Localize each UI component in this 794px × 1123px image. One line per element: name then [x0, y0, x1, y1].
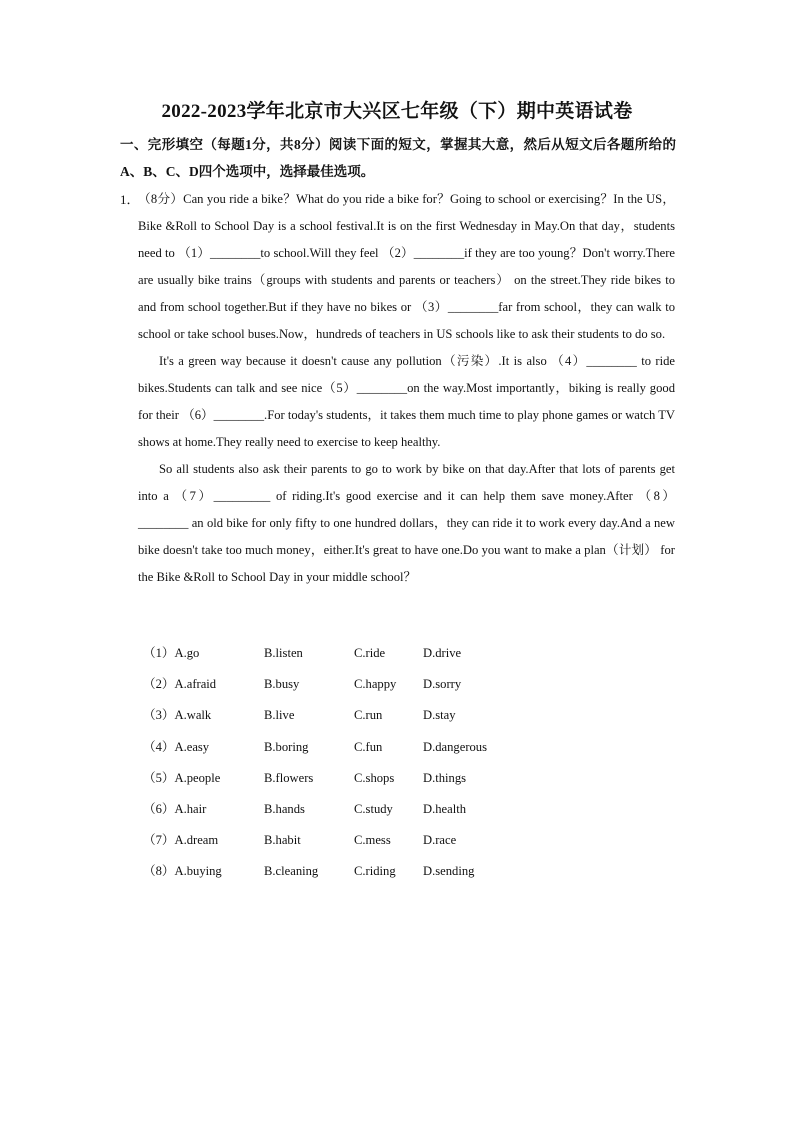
- option-a: （2）A.afraid: [143, 677, 217, 692]
- option-c: C.study: [354, 801, 393, 816]
- option-row-5: [143, 765, 523, 796]
- option-d: D.drive: [423, 646, 462, 660]
- option-row-3: [143, 702, 523, 733]
- option-d: D.sorry: [423, 677, 462, 692]
- option-a: （6）A.hair: [143, 801, 207, 816]
- option-c: C.mess: [354, 833, 391, 848]
- option-a: （8）A.buying: [143, 864, 222, 879]
- answer-options: [143, 640, 523, 890]
- option-a: （5）A.people: [143, 770, 221, 785]
- option-b: B.flowers: [264, 770, 314, 785]
- option-b: B.cleaning: [264, 864, 319, 879]
- option-c: C.fun: [354, 739, 383, 754]
- option-a: （4）A.easy: [143, 739, 210, 754]
- option-c: C.happy: [354, 677, 397, 692]
- option-b: B.habit: [264, 833, 301, 848]
- passage-paragraph-3: So all students also ask their parents to go to work by bike on that day.After that lots of parents get into a （7）_________ of riding.It's good exercise and it can help them save money.After （8）________ an old bike for only fifty to one hundred dollars，they can ride it to work every day.And a new bike doesn't take too much money，either.It's great to have one.Do you want to make a plan（计划） for the Bike &Roll to School Day in your middle school？: [138, 462, 675, 584]
- option-c: C.riding: [354, 864, 396, 879]
- option-row-8: [143, 858, 523, 889]
- reading-passage: [138, 186, 675, 591]
- option-d: D.dangerous: [423, 739, 488, 754]
- question-number: 1．: [120, 192, 140, 207]
- option-c: C.shops: [354, 770, 395, 785]
- option-row-4: [143, 734, 523, 765]
- option-row-2: [143, 671, 523, 702]
- option-d: D.stay: [423, 708, 456, 723]
- passage-paragraph-2: It's a green way because it doesn't cause any pollution（污染）.It is also （4）________ to ride bikes.Students can talk and see nice（5）________on the way.Most importantly，biking is really good for their （6）________.For today's students，it takes them much time to play phone games or watch TV shows at home.They really need to exercise to keep healthy.: [138, 354, 675, 449]
- option-d: D.sending: [423, 864, 475, 879]
- option-row-6: [143, 796, 523, 827]
- option-b: B.live: [264, 708, 295, 723]
- section-heading: 一、完形填空（每题1分，共8分）阅读下面的短文，掌握其大意，然后从短文后各题所给的A、B、C、D四个选项中，选择最佳选项。: [120, 137, 676, 179]
- option-b: B.hands: [264, 801, 305, 816]
- option-row-7: [143, 827, 523, 858]
- option-a: （7）A.dream: [143, 833, 219, 848]
- option-row-1: [143, 640, 523, 671]
- option-b: B.busy: [264, 677, 300, 692]
- option-c: C.ride: [354, 646, 386, 660]
- option-d: D.race: [423, 833, 457, 848]
- option-d: D.health: [423, 801, 467, 816]
- option-a: （1）A.go: [143, 646, 200, 660]
- option-c: C.run: [354, 708, 383, 723]
- passage-paragraph-1: （8分）Can you ride a bike？What do you ride a bike for？Going to school or exercising？In the US，Bike &Roll to School Day is a school festival.It is on the first Wednesday in May.On that day，students need to （1）________to school.Will they feel （2）________if they are too young？Don't worry.There are usually bike trains（groups with students and parents or teachers） on the street.They ride bikes to and from school together.But if they have no bikes or （3）________far from school，they can walk to school or take school buses.Now，hundreds of teachers in US schools like to ask their students to do so.: [138, 192, 675, 341]
- option-d: D.things: [423, 770, 467, 785]
- option-b: B.boring: [264, 739, 309, 754]
- page-title: 2022-2023学年北京市大兴区七年级（下）期中英语试卷: [161, 101, 633, 122]
- option-a: （3）A.walk: [143, 708, 212, 723]
- option-b: B.listen: [264, 646, 303, 660]
